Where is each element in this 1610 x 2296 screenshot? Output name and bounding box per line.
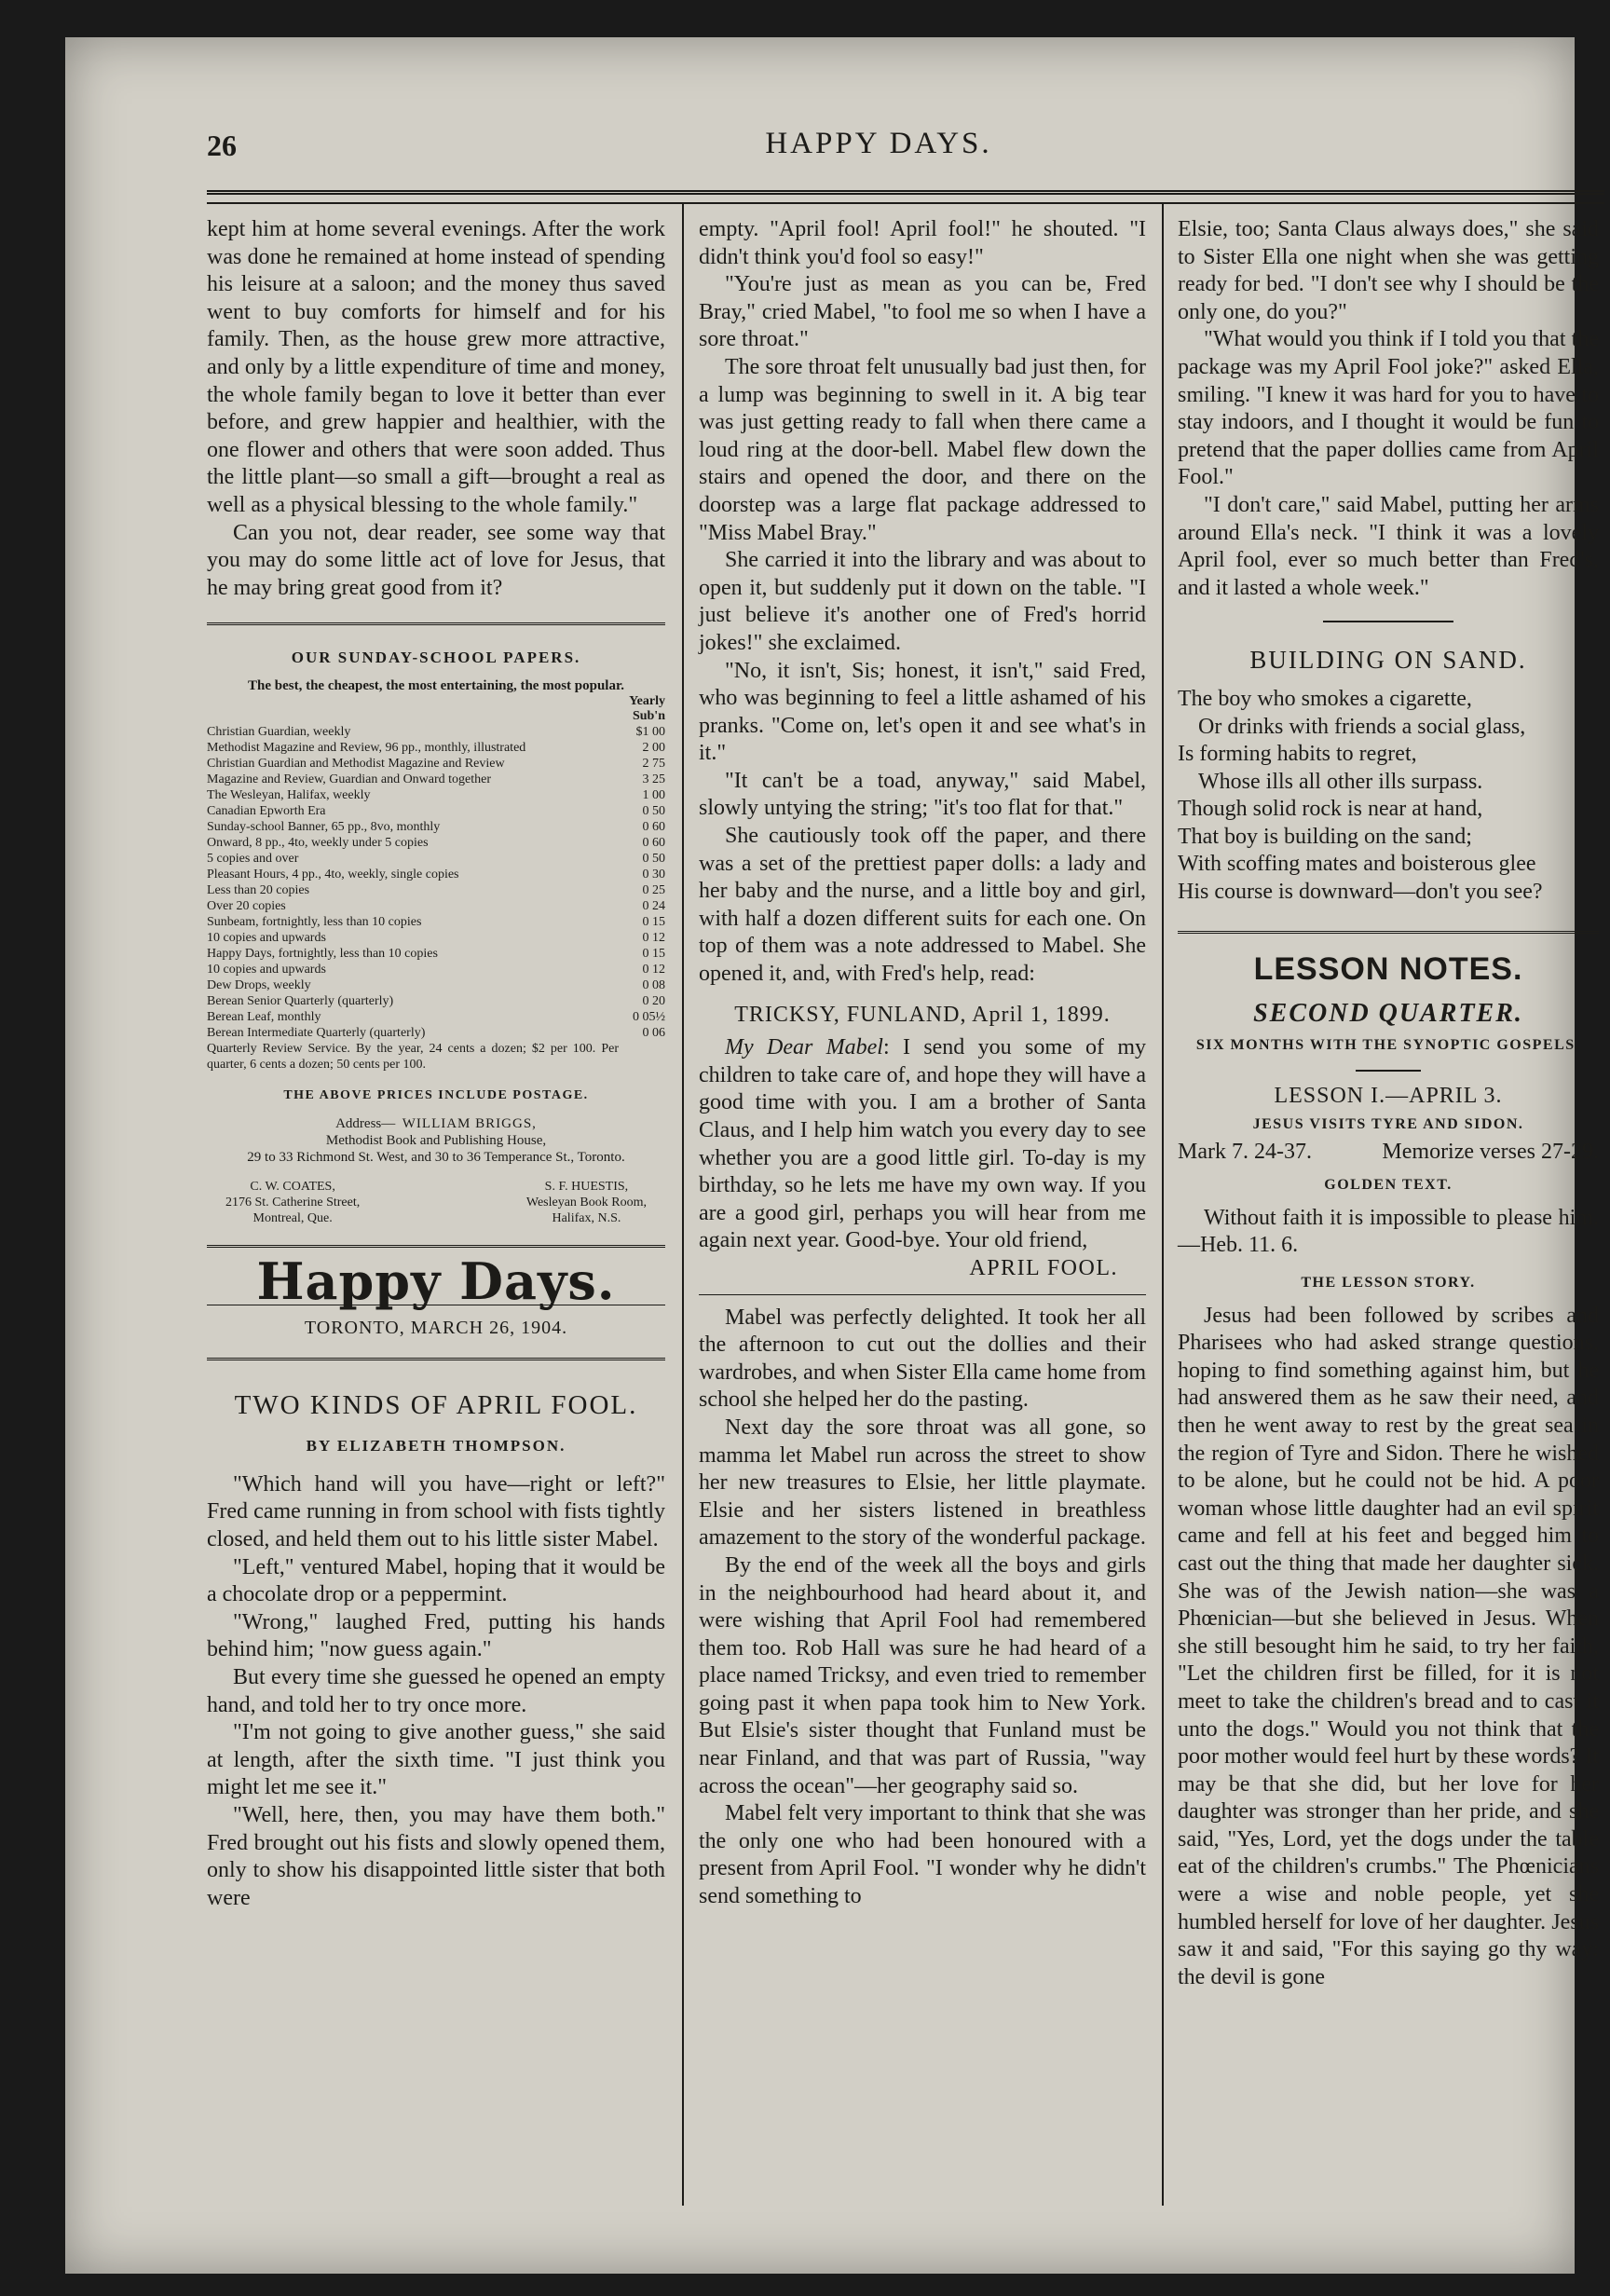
byline: BY ELIZABETH THOMPSON. — [306, 1437, 566, 1456]
page-header — [151, 86, 1606, 162]
page-number: 26 — [207, 129, 237, 162]
column-rule-1 — [682, 202, 684, 2206]
address-label: Address— — [335, 1115, 396, 1131]
paragraph: Can you not, dear reader, see some way that you may do some little act of love for Jesus, that he may bring great good from it? — [207, 520, 665, 600]
paper-name: Christian Guardian, weekly — [207, 724, 351, 739]
lesson-number: LESSON I.—APRIL 3. — [1274, 1084, 1503, 1109]
price-row — [207, 962, 665, 977]
memorize-verses: Memorize verses 27-29. — [1382, 1139, 1599, 1164]
section-rule — [1356, 1070, 1421, 1072]
poem-line: Though solid rock is near at hand, — [1178, 797, 1483, 822]
golden-text-label: GOLDEN TEXT. — [1324, 1177, 1453, 1194]
paper-name: Canadian Epworth Era — [207, 803, 326, 818]
price-row — [207, 993, 665, 1009]
column-rule-2 — [1162, 202, 1164, 2206]
page-body — [151, 86, 1606, 2266]
paper-name: Sunbeam, fortnightly, less than 10 copies — [207, 914, 422, 929]
price-row — [207, 756, 665, 772]
paragraph: The sore throat felt unusually bad just then, for a lump was beginning to swell in it. A big tear was just getting ready to fall when there came a loud ring at the door-bell. Mabel flew down the stairs and opened the door, and there on the doorstep was a large flat package addressed to "Miss Mabel Bray." — [699, 354, 1146, 545]
letter-body — [699, 1034, 1146, 1255]
paragraph: "No, it isn't, Sis; honest, it isn't," said Fred, who was beginning to feel a little ashamed of his pranks. "Come on, let's open it and see what's in it." — [699, 658, 1146, 766]
quarter-subtitle: SIX MONTHS WITH THE SYNOPTIC GOSPELS. — [1195, 1036, 1581, 1053]
section-rule — [207, 622, 665, 629]
paper-price: 0 15 — [642, 946, 665, 961]
price-row — [207, 1009, 665, 1025]
masthead: Happy Days. — [256, 1250, 616, 1311]
paper-name: Sunday-school Banner, 65 pp., 8vo, monthly — [207, 819, 441, 834]
paper-name: The Wesleyan, Halifax, weekly — [207, 787, 371, 802]
paragraph: She carried it into the library and was about to open it, but suddenly put it down on the table. "I just believe it's another one of Fred's horrid jokes!" she exclaimed. — [699, 548, 1146, 655]
lesson-topic: JESUS VISITS TYRE AND SIDON. — [1252, 1116, 1524, 1133]
paper-name: Berean Leaf, monthly — [207, 1009, 321, 1024]
paper-name: Onward, 8 pp., 4to, weekly under 5 copies — [207, 835, 429, 850]
price-row — [207, 898, 665, 914]
quarter-title: SECOND QUARTER. — [1253, 999, 1523, 1029]
paper-name: 10 copies and upwards — [207, 930, 326, 945]
paper-name: Pleasant Hours, 4 pp., 4to, weekly, single copies — [207, 867, 459, 882]
paper-price: 0 60 — [642, 835, 665, 850]
papers-heading: OUR SUNDAY-SCHOOL PAPERS. — [291, 649, 581, 667]
agent-montreal — [225, 1179, 360, 1226]
price-row — [207, 772, 665, 787]
paragraph: "Left," ventured Mabel, hoping that it would be a chocolate drop or a peppermint. — [207, 1554, 665, 1607]
paper-price: 0 08 — [642, 977, 665, 992]
newspaper-page — [65, 37, 1599, 2274]
paper-name: Over 20 copies — [207, 898, 286, 913]
paper-name: Christian Guardian and Methodist Magazine and Review — [207, 756, 505, 771]
paragraph: Mabel was perfectly delighted. It took her all the afternoon to cut out the dollies and their wardrobes, and when Sister Ella came home from school she helped her do the pasting. — [699, 1305, 1146, 1413]
poem-line: His course is downward—don't you see? — [1178, 880, 1543, 905]
papers-col-head: Yearly Sub'n — [629, 693, 665, 723]
paper-price: 0 15 — [642, 914, 665, 929]
paragraph: kept him at home several evenings. After the work was done he remained at home instead of spending his leisure at a saloon; and the money thus saved went to buy comforts for himself and for his family. Then, as the house grew more attractive, and only by a little expenditure of time and money, the whole family began to love it better than ever before, and grew happier and healthier, with the one flower and others that were soon added. Thus the little plant—so small a gift—brought a real as well as a physical blessing to the whole family." — [207, 217, 665, 517]
agent-line: Montreal, Que. — [252, 1210, 333, 1225]
paper-price: 0 20 — [642, 993, 665, 1008]
paragraph: By the end of the week all the boys and girls in the neighbourhood had heard about it, and were wishing that April Fool had remembered them too. Rob Hall was sure he had heard of a place named Tricksy, and even tried to remember going past it when papa took him to New York. But Elsie's sister thought that Funland must be near Finland, and that was part of Russia, "way across the ocean"—her geography said so. — [699, 1552, 1146, 1798]
paper-name: 10 copies and upwards — [207, 962, 326, 977]
paper-name: Quarterly Review Service. By the year, 24 cents a dozen; $2 per 100. Per quarter, 6 cents a dozen; 50 cents per 100. — [207, 1041, 619, 1072]
column-3 — [1178, 216, 1599, 1991]
paper-name: Happy Days, fortnightly, less than 10 copies — [207, 946, 438, 961]
salutation: My Dear Mabel — [725, 1035, 883, 1060]
scripture-reference: Mark 7. 24-37. — [1178, 1139, 1312, 1164]
paper-price: 0 30 — [642, 867, 665, 882]
paper-name: 5 copies and over — [207, 851, 299, 866]
paragraph: "You're just as mean as you can be, Fred Bray," cried Mabel, "to fool me so when I have a sore throat." — [699, 272, 1146, 352]
paper-price: 0 24 — [642, 898, 665, 913]
paragraph: "What would you think if I told you that the package was my April Fool joke?" asked Ella, smiling. "I knew it was hard for you to have to stay indoors, and I thought it would be fun to pretend that the paper dollies came from April Fool." — [1178, 327, 1599, 490]
paper-price: 0 25 — [642, 882, 665, 897]
price-row — [207, 1041, 665, 1073]
papers-intro: The best, the cheapest, the most entertaining, the most popular. — [247, 677, 625, 693]
paper-price: $1 00 — [635, 724, 665, 739]
paragraph: "Wrong," laughed Fred, putting his hands behind him; "now guess again." — [207, 1609, 665, 1662]
paper-price: 0 50 — [642, 803, 665, 818]
paper-price: 0 60 — [642, 819, 665, 834]
paragraph: Elsie, too; Santa Claus always does," she said to Sister Ella one night when she was getting ready for bed. "I don't see why I should be the only one, do you?" — [1178, 217, 1599, 324]
lesson-story: Jesus had been followed by scribes and Pharisees who had asked strange questions, hoping to find something against him, but he had answered them as he saw their need, and then he went away to rest by the great sea in the region of Tyre and Sidon. There he wished to be alone, but he could not be hid. A poor woman whose little daughter had an evil spirit came and fell at his feet and begged him to cast out the thing that made her daughter sick. She was of the Jewish nation—she was a Phœnician—but she believed in Jesus. When she still besought him he said, to try her faith, "Let the children first be filled, for it is not meet to take the children's bread and to cast it unto the dogs." Would you not think that the poor mother would feel hurt by these words? It may be that she did, but her love for her daughter was stronger than her pride, and she said, "Yes, Lord, yet the dogs under the table eat of the children's crumbs." The Phœnicians were a wise and noble people, yet she humbled herself for love of her daughter. Jesus saw it and said, "For this saying go thy way: the devil is gone — [1178, 1303, 1599, 1989]
paragraph: "I'm not going to give another guess," she said at length, after the sixth time. "I just think you might let me see it." — [207, 1720, 665, 1800]
paragraph: Next day the sore throat was all gone, so mamma let Mabel run across the street to show her new treasures to Elsie, her little playmate. Elsie and her sisters listened in breathless amazement to the story of the wonderful package. — [699, 1414, 1146, 1551]
paper-price: 0 05½ — [633, 1009, 665, 1024]
papers-price-list — [207, 724, 665, 1073]
price-row — [207, 930, 665, 946]
paragraph: But every time she guessed he opened an empty hand, and told her to try once more. — [207, 1665, 665, 1717]
paper-name: Magazine and Review, Guardian and Onward together — [207, 772, 492, 786]
price-row — [207, 835, 665, 851]
agent-line: Wesleyan Book Room, — [525, 1195, 647, 1210]
paper-price: 2 75 — [642, 756, 665, 771]
paper-price: 0 12 — [642, 930, 665, 945]
poem-line: That boy is building on the sand; — [1178, 824, 1472, 849]
paper-price: 1 00 — [642, 787, 665, 802]
paper-price: 0 50 — [642, 851, 665, 866]
paper-price: 0 06 — [642, 1025, 665, 1040]
agent-halifax — [526, 1179, 647, 1226]
price-row — [207, 882, 665, 898]
price-row — [207, 851, 665, 867]
poem-title: BUILDING ON SAND. — [1249, 646, 1527, 675]
scripture-line — [1178, 1139, 1599, 1167]
price-row — [207, 914, 665, 930]
paragraph: "I don't care," said Mabel, putting her arms around Ella's neck. "I think it was a lovely April fool, ever so much better than Fred's, and it lasted a whole week." — [1178, 492, 1599, 600]
price-row — [207, 977, 665, 993]
paper-price: 3 25 — [642, 772, 665, 786]
poem-line: Is forming habits to regret, — [1178, 742, 1417, 767]
paper-name: Less than 20 copies — [207, 882, 310, 897]
agent-line: 2176 St. Catherine Street, — [225, 1195, 361, 1210]
paragraph: "It can't be a toad, anyway," said Mabel, slowly untying the string; "it's too flat for that." — [699, 768, 1146, 821]
story-title: TWO KINDS OF APRIL FOOL. — [234, 1389, 638, 1420]
lesson-notes-title: LESSON NOTES. — [1253, 950, 1523, 987]
price-row — [207, 803, 665, 819]
column-1 — [207, 216, 665, 1912]
letter-text: : I send you some of my children to take care of, and hope they will have a good time with you. I am a brother of Santa Claus, and I help him watch you every day to see whether you are a good little girl. To-day is my birthday, so he lets me have my own way. If you are a good girl, perhaps you will hear from me again next year. Good-bye. Your old friend, — [699, 1035, 1146, 1253]
paragraph: She cautiously took off the paper, and there was a set of the prettiest paper dolls: a lady and her baby and the nurse, and a little boy and girl, with half a dozen different suits for each one. On top of them was a note addressed to Mabel. She opened it, and, with Fred's help, read: — [699, 824, 1146, 987]
paragraph: "Which hand will you have—right or left?" Fred came running in from school with fists tightly closed, and held them out to his little sister Mabel. — [207, 1471, 665, 1552]
paper-name: Berean Senior Quarterly (quarterly) — [207, 993, 394, 1008]
poem-line: Whose ills all other ills surpass. — [1198, 769, 1483, 794]
paragraph: "Well, here, then, you may have them both." Fred brought out his fists and slowly opened them, only to show his disappointed little sister that both were — [207, 1803, 665, 1910]
price-row — [207, 787, 665, 803]
paper-price — [619, 1041, 665, 1073]
poem-line: With scoffing mates and boisterous glee — [1178, 852, 1536, 877]
address-line: 29 to 33 Richmond St. West, and 30 to 36 Temperance St., Toronto. — [247, 1149, 625, 1165]
section-rule — [1323, 621, 1453, 622]
paragraph: empty. "April fool! April fool!" he shouted. "I didn't think you'd fool so easy!" — [699, 217, 1146, 269]
section-rule — [1178, 931, 1599, 937]
running-title: HAPPY DAYS. — [765, 127, 992, 160]
publisher-name: WILLIAM BRIGGS, — [402, 1115, 537, 1131]
column-2 — [699, 216, 1146, 1911]
section-rule — [699, 1294, 1146, 1295]
poem — [1178, 686, 1599, 907]
poem-line: The boy who smokes a cigarette, — [1178, 686, 1472, 711]
section-rule — [207, 1245, 665, 1251]
price-row — [207, 724, 665, 740]
price-row — [207, 1025, 665, 1041]
paper-name: Dew Drops, weekly — [207, 977, 311, 992]
letter-signature: APRIL FOOL. — [969, 1255, 1118, 1280]
paragraph: Mabel felt very important to think that she was the only one who had been honoured with a present from April Fool. "I wonder why he didn't send something to — [699, 1801, 1146, 1909]
dateline: TORONTO, MARCH 26, 1904. — [304, 1318, 568, 1339]
letter-heading: TRICKSY, FUNLAND, April 1, 1899. — [734, 1002, 1111, 1027]
paper-price: 0 12 — [642, 962, 665, 977]
price-row — [207, 819, 665, 835]
price-row — [207, 740, 665, 756]
poem-line: Or drinks with friends a social glass, — [1198, 714, 1526, 739]
price-row — [207, 946, 665, 962]
lesson-story-label: THE LESSON STORY. — [1301, 1275, 1476, 1291]
paper-price: 2 00 — [642, 740, 665, 755]
paper-name: Methodist Magazine and Review, 96 pp., monthly, illustrated — [207, 740, 526, 755]
header-rule — [207, 190, 1604, 204]
paper-name: Berean Intermediate Quarterly (quarterly) — [207, 1025, 426, 1040]
agent-name: C. W. COATES, — [250, 1179, 335, 1194]
golden-text: Without faith it is impossible to please him.—Heb. 11. 6. — [1178, 1205, 1599, 1258]
agent-line: Halifax, N.S. — [552, 1210, 621, 1225]
price-row — [207, 867, 665, 882]
agent-name: S. F. HUESTIS, — [544, 1179, 629, 1194]
agents — [207, 1179, 665, 1226]
section-rule — [207, 1358, 665, 1364]
prices-note: THE ABOVE PRICES INCLUDE POSTAGE. — [283, 1087, 589, 1102]
publisher-address — [207, 1115, 665, 1166]
address-line: Methodist Book and Publishing House, — [325, 1132, 547, 1148]
